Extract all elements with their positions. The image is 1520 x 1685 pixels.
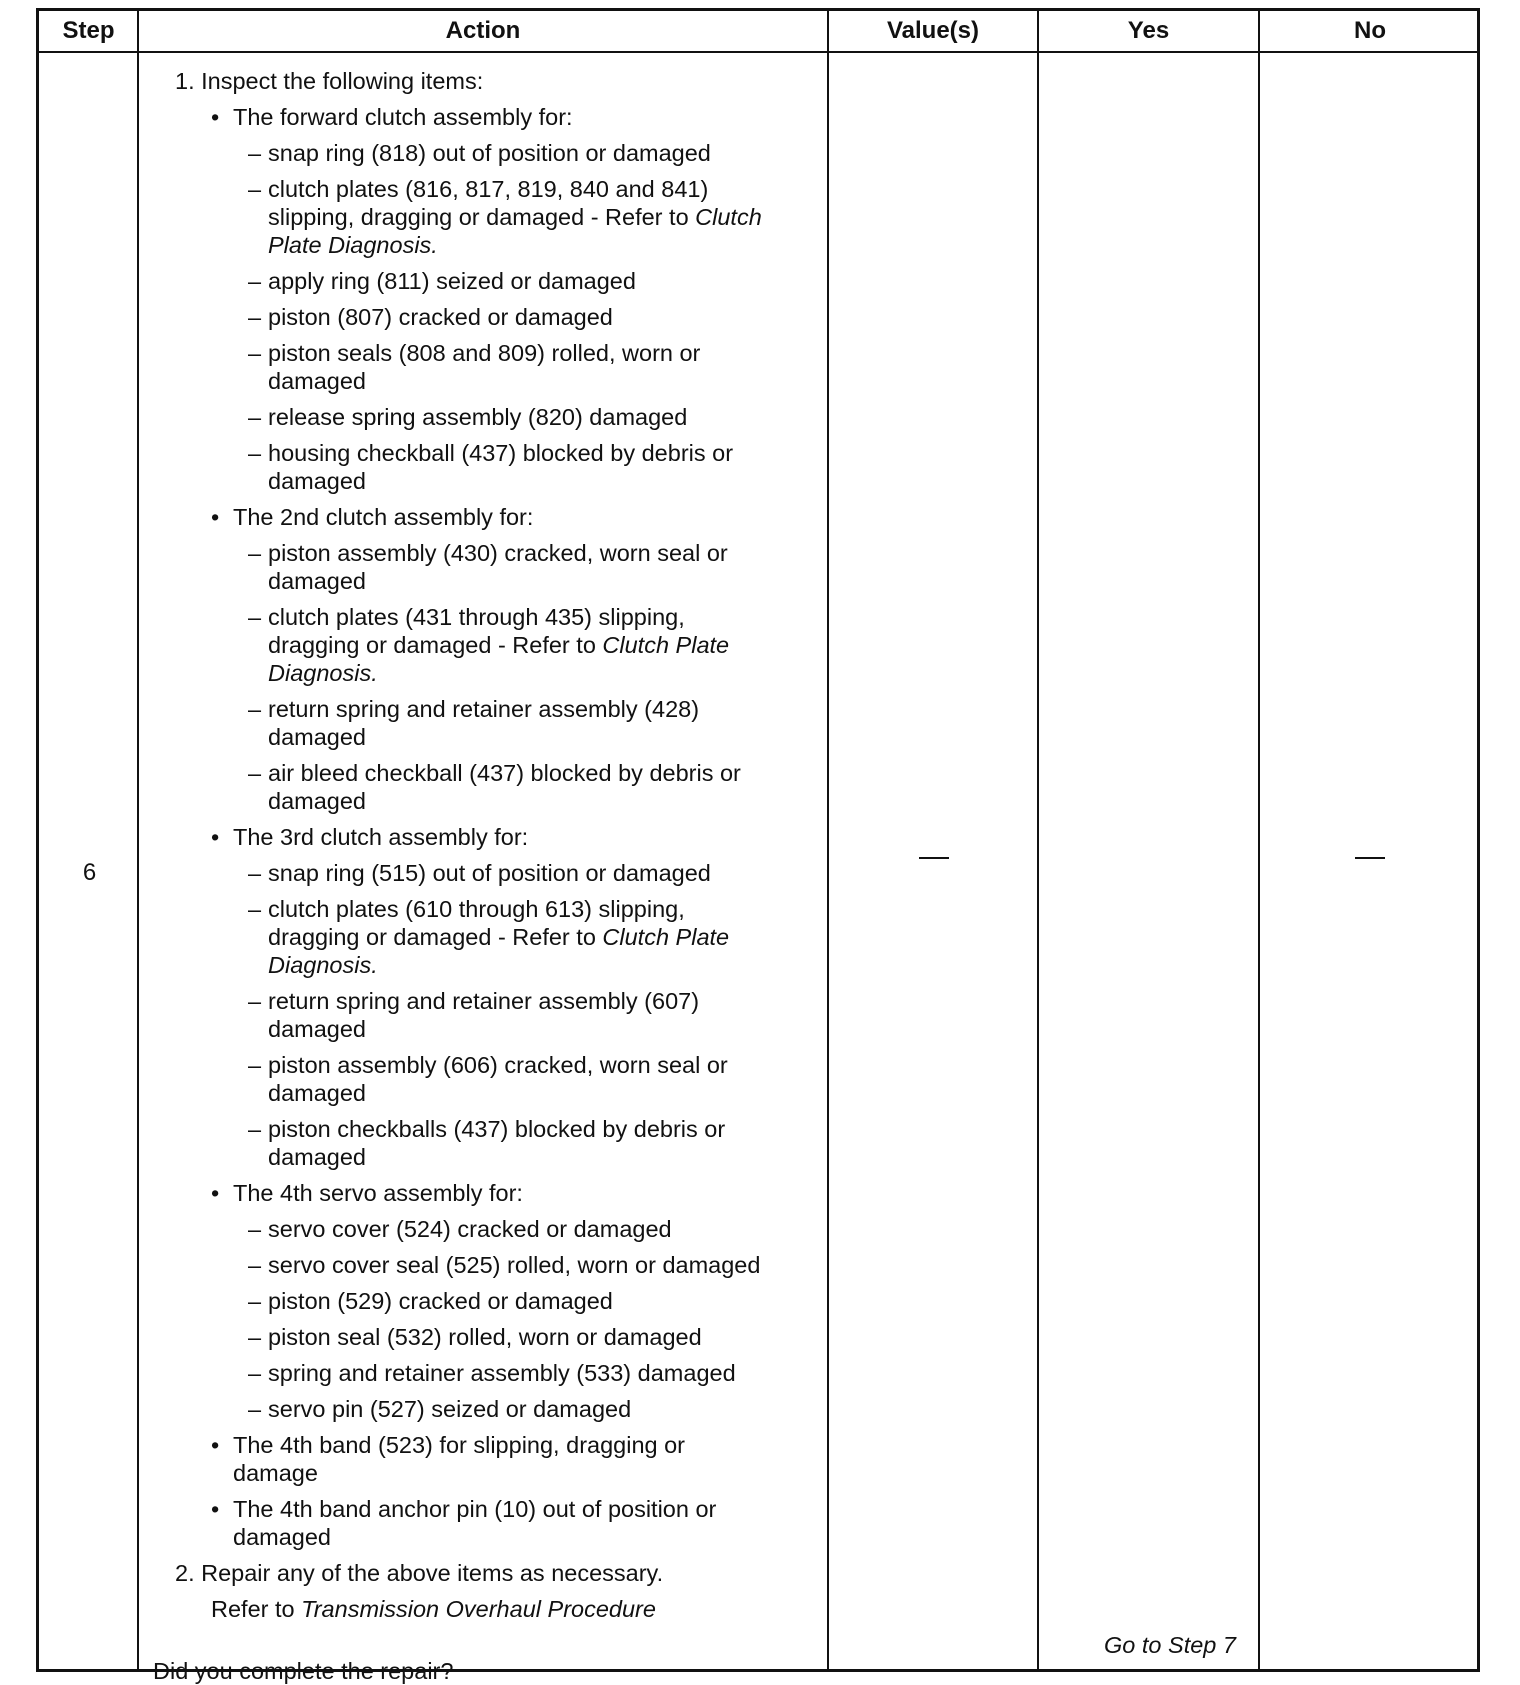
group-title-cont: damage (233, 1460, 318, 1486)
group-title: • The 4th band anchor pin (10) out of position or (211, 1496, 717, 1522)
action-item-2: 2. Repair any of the above items as necessary. (175, 1560, 664, 1586)
list-item: – piston assembly (606) cracked, worn seal or (248, 1052, 728, 1078)
header-divider (39, 51, 1477, 53)
list-item: – apply ring (811) seized or damaged (248, 268, 636, 294)
list-item: – clutch plates (816, 817, 819, 840 and 841) (248, 176, 709, 202)
list-item: – piston assembly (430) cracked, worn seal or (248, 540, 728, 566)
list-item: – piston seals (808 and 809) rolled, worn or (248, 340, 701, 366)
step-number: 6 (82, 859, 97, 886)
list-item-cont: dragging or damaged - Refer to Clutch Plate (268, 924, 730, 950)
list-item-cont: Diagnosis. (268, 660, 378, 686)
list-item: – housing checkball (437) blocked by debris or (248, 440, 734, 466)
list-item: – servo cover (524) cracked or damaged (248, 1216, 672, 1242)
list-item-cont: damaged (268, 468, 366, 494)
question-text: Did you complete the repair? (153, 1658, 454, 1684)
list-item: – piston seal (532) rolled, worn or damaged (248, 1324, 702, 1350)
list-item-cont: damaged (268, 724, 366, 750)
list-item: – piston (807) cracked or damaged (248, 304, 613, 330)
no-cell (1355, 857, 1385, 859)
list-item: – snap ring (515) out of position or damaged (248, 860, 711, 886)
list-item: – clutch plates (610 through 613) slipping, (248, 896, 685, 922)
list-item: – snap ring (818) out of position or damaged (248, 140, 711, 166)
list-item-cont: slipping, dragging or damaged - Refer to Clutch (268, 204, 762, 230)
list-item-cont: damaged (268, 368, 366, 394)
list-item: – piston (529) cracked or damaged (248, 1288, 613, 1314)
list-item-cont: Diagnosis. (268, 952, 378, 978)
group-title: • The 2nd clutch assembly for: (211, 504, 534, 530)
list-item-cont: damaged (268, 1144, 366, 1170)
list-item: – return spring and retainer assembly (607) (248, 988, 700, 1014)
column-divider (827, 11, 829, 1669)
group-title-cont: damaged (233, 1524, 331, 1550)
values-cell (919, 857, 949, 859)
list-item: – piston checkballs (437) blocked by debris or (248, 1116, 726, 1142)
group-title: • The 3rd clutch assembly for: (211, 824, 529, 850)
yes-cell: Go to Step 7 (1104, 1632, 1236, 1658)
list-item-cont: damaged (268, 1016, 366, 1042)
list-item: – return spring and retainer assembly (428) (248, 696, 700, 722)
header-step: Step (62, 17, 115, 44)
diagnostic-table (36, 8, 1480, 1684)
list-item: – servo pin (527) seized or damaged (248, 1396, 632, 1422)
header-values: Value(s) (886, 17, 980, 44)
list-item-cont: damaged (268, 568, 366, 594)
group-title: • The forward clutch assembly for: (211, 104, 573, 130)
action-item-1: 1. Inspect the following items: (175, 68, 484, 94)
list-item-cont: damaged (268, 1080, 366, 1106)
header-no: No (1354, 17, 1386, 44)
column-divider (1037, 11, 1039, 1669)
list-item: – servo cover seal (525) rolled, worn or damaged (248, 1252, 761, 1278)
group-title: • The 4th servo assembly for: (211, 1180, 523, 1206)
list-item: – clutch plates (431 through 435) slipping, (248, 604, 685, 630)
group-title: • The 4th band (523) for slipping, dragging or (211, 1432, 686, 1458)
list-item-cont: Plate Diagnosis. (268, 232, 438, 258)
column-divider (1258, 11, 1260, 1669)
list-item: – air bleed checkball (437) blocked by debris or (248, 760, 741, 786)
header-yes: Yes (1127, 17, 1170, 44)
list-item: – release spring assembly (820) damaged (248, 404, 688, 430)
header-action: Action (445, 17, 521, 44)
refer-line: Refer to Transmission Overhaul Procedure (211, 1596, 656, 1622)
list-item: – spring and retainer assembly (533) damaged (248, 1360, 736, 1386)
column-divider (137, 11, 139, 1669)
list-item-cont: damaged (268, 788, 366, 814)
list-item-cont: dragging or damaged - Refer to Clutch Plate (268, 632, 730, 658)
